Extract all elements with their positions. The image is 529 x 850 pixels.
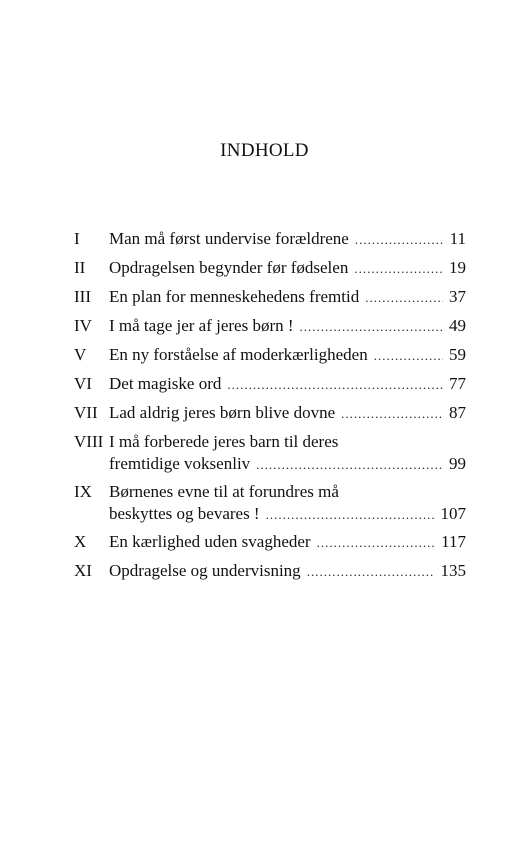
- chapter-numeral: VI: [74, 374, 92, 393]
- toc-entry: [74, 255, 466, 284]
- chapter-numeral: V: [74, 345, 87, 364]
- chapter-title: Man må først undervise forældrene: [109, 229, 349, 248]
- dot-leader: [374, 343, 443, 368]
- page-title: INDHOLD: [220, 140, 309, 161]
- toc-entry: [74, 400, 466, 429]
- page-number: 59: [449, 345, 466, 364]
- dot-leader: [266, 502, 435, 527]
- chapter-title-line-2: beskyttes og bevares !: [109, 504, 260, 523]
- dot-leader: [300, 314, 443, 339]
- dot-leader: [365, 285, 443, 310]
- dot-leader: [256, 452, 443, 477]
- dot-leader: [317, 530, 436, 555]
- dot-leader: [227, 372, 443, 397]
- page-number: 135: [440, 561, 466, 580]
- dot-leader: [307, 559, 435, 584]
- toc-entry: [74, 226, 466, 255]
- toc-entry: [74, 342, 466, 371]
- dot-leader: [354, 256, 443, 281]
- chapter-title: En kærlighed uden svagheder: [109, 532, 311, 551]
- page-number: 77: [449, 374, 466, 393]
- toc-entry: [74, 313, 466, 342]
- chapter-title: Opdragelsen begynder før fødselen: [109, 258, 349, 277]
- chapter-title: En ny forståelse af moderkærligheden: [109, 345, 368, 364]
- page-number: 99: [449, 454, 466, 473]
- chapter-numeral: IX: [74, 482, 92, 501]
- chapter-numeral: II: [74, 258, 86, 277]
- dot-leader: [341, 401, 443, 426]
- chapter-numeral: III: [74, 287, 91, 306]
- chapter-title: Opdragelse og undervisning: [109, 561, 301, 580]
- page-number: 107: [440, 504, 466, 523]
- table-of-contents: [74, 226, 466, 587]
- toc-entry: [74, 479, 466, 529]
- chapter-numeral: X: [74, 532, 87, 551]
- toc-entry: [74, 284, 466, 313]
- toc-entry: [74, 558, 466, 587]
- chapter-numeral: VIII: [74, 432, 104, 451]
- chapter-title-line-1: Børnenes evne til at forundres må: [109, 482, 339, 501]
- chapter-numeral: IV: [74, 316, 92, 335]
- chapter-title: Det magiske ord: [109, 374, 222, 393]
- chapter-title-line-2: fremtidige voksenliv: [109, 454, 251, 473]
- toc-entry: [74, 371, 466, 400]
- chapter-title: I må tage jer af jeres børn !: [109, 316, 294, 335]
- page-number: 37: [449, 287, 466, 306]
- page-number: 87: [449, 403, 466, 422]
- page-number: 117: [441, 532, 466, 551]
- chapter-title-line-1: I må forberede jeres barn til deres: [109, 432, 339, 451]
- chapter-numeral: I: [74, 229, 80, 248]
- chapter-numeral: XI: [74, 561, 92, 580]
- page-number: 11: [449, 229, 466, 248]
- page-number: 19: [449, 258, 466, 277]
- toc-entry: [74, 529, 466, 558]
- chapter-numeral: VII: [74, 403, 98, 422]
- page-number: 49: [449, 316, 466, 335]
- chapter-title: Lad aldrig jeres børn blive dovne: [109, 403, 336, 422]
- chapter-title: En plan for menneskehedens fremtid: [109, 287, 360, 306]
- toc-entry: [74, 429, 466, 479]
- dot-leader: [355, 227, 444, 252]
